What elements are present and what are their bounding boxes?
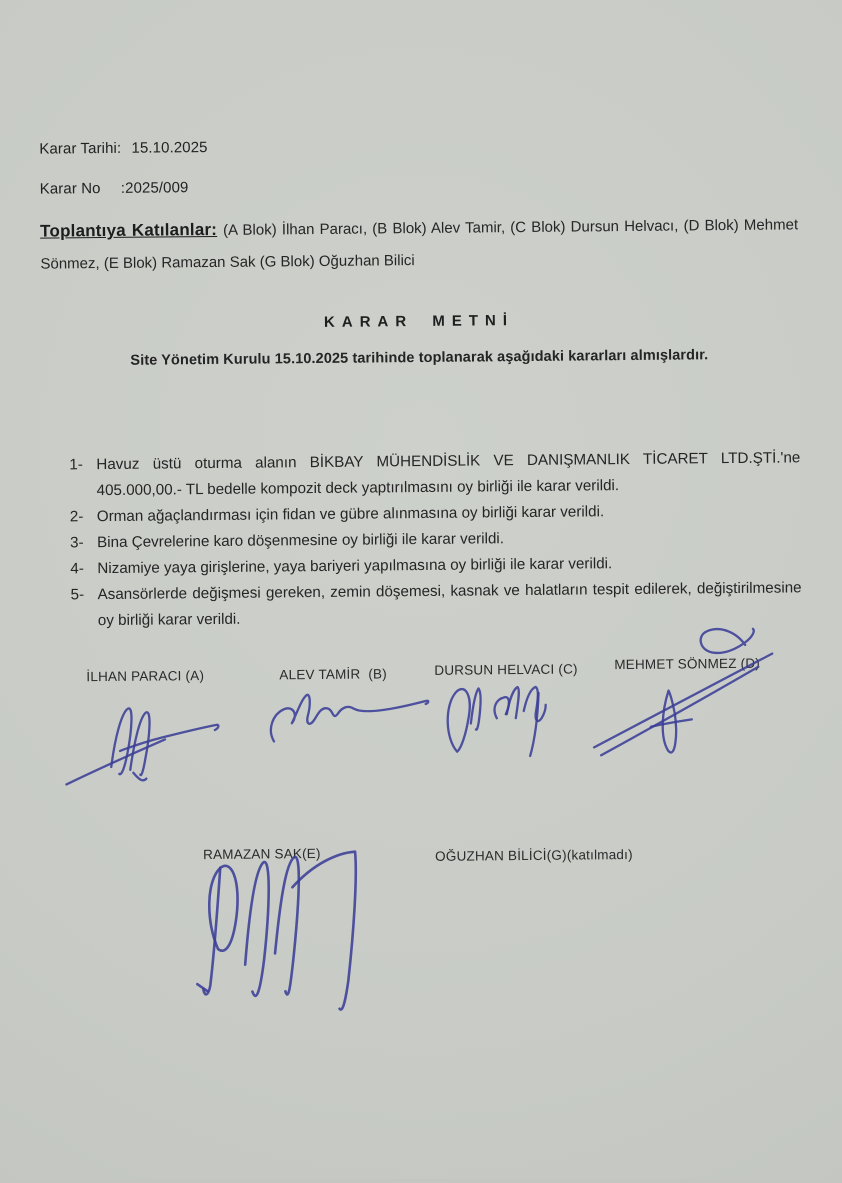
decision-text: Bina Çevrelerine karo döşenmesine oy birliği ile karar verildi.: [97, 530, 505, 552]
signature-ilhan-paraci: [66, 708, 219, 785]
signer-name-ramazan-sak: RAMAZAN SAK(E): [203, 845, 321, 863]
decision-number: 1-: [69, 456, 83, 474]
decision-number: 5-: [70, 586, 85, 604]
decision-number: 2-: [69, 508, 84, 526]
signature-dursun-helvaci: [447, 687, 546, 757]
signer-name-ilhan-paraci: İLHAN PARACI (A): [86, 668, 205, 685]
signature-alev-tamir: [271, 694, 429, 742]
document-subtitle: Site Yönetim Kurulu 15.10.2025 tarihinde toplanarak aşağıdaki kararları almışlardır.: [130, 347, 709, 369]
attendees-text: (A Blok) İlhan Paracı, (B Blok) Alev Tamir, (C Blok) Dursun Helvacı, (D Blok) Mehmet Sönmez, (E Blok) Ramazan Sak (G Blok) Oğuzhan Bilici: [40, 216, 799, 273]
signer-name-mehmet-sonmez: MEHMET SÖNMEZ (D): [614, 655, 761, 673]
signer-name-alev-tamir: ALEV TAMİR (B): [279, 666, 387, 683]
decision-text: Orman ağaçlandırması için fidan ve gübre alınmasına oy birliği karar verildi.: [96, 503, 605, 526]
decision-no-label: Karar No: [39, 180, 101, 198]
decision-date-label: Karar Tarihi:: [39, 139, 122, 158]
decision-no-value: :2025/009: [120, 179, 189, 197]
decision-text: Havuz üstü oturma alanın BİKBAY MÜHENDİSLİK VE DANIŞMANLIK TİCARET LTD.ŞTİ.'ne 405.000,00.- TL bedelle kompozit deck yaptırılmasını oy birliği ile karar verildi.: [96, 449, 801, 500]
signer-name-dursun-helvaci: DURSUN HELVACI (C): [434, 661, 578, 678]
signature-mehmet-sonmez: [593, 629, 773, 756]
signer-name-oguzhan-bilici: OĞUZHAN BİLİCİ(G)(katılmadı): [435, 846, 633, 864]
document-title: KARAR METNİ: [323, 312, 515, 331]
decision-date-value: 15.10.2025: [131, 139, 208, 157]
decision-number: 4-: [70, 560, 84, 578]
decision-text: Asansörlerde değişmesi gereken, zemin döşemesi, kasnak ve halatların tespit edilerek, değiştirilmesine oy birliği karar verildi.: [97, 579, 802, 630]
decision-text: Nizamiye yaya girişlerine, yaya bariyeri yapılmasına oy birliği ile karar verildi.: [97, 555, 613, 578]
decision-number: 3-: [70, 534, 84, 552]
signature-ramazan-sak: [196, 852, 357, 1011]
attendees-label: Toplantıya Katılanlar:: [40, 219, 218, 241]
